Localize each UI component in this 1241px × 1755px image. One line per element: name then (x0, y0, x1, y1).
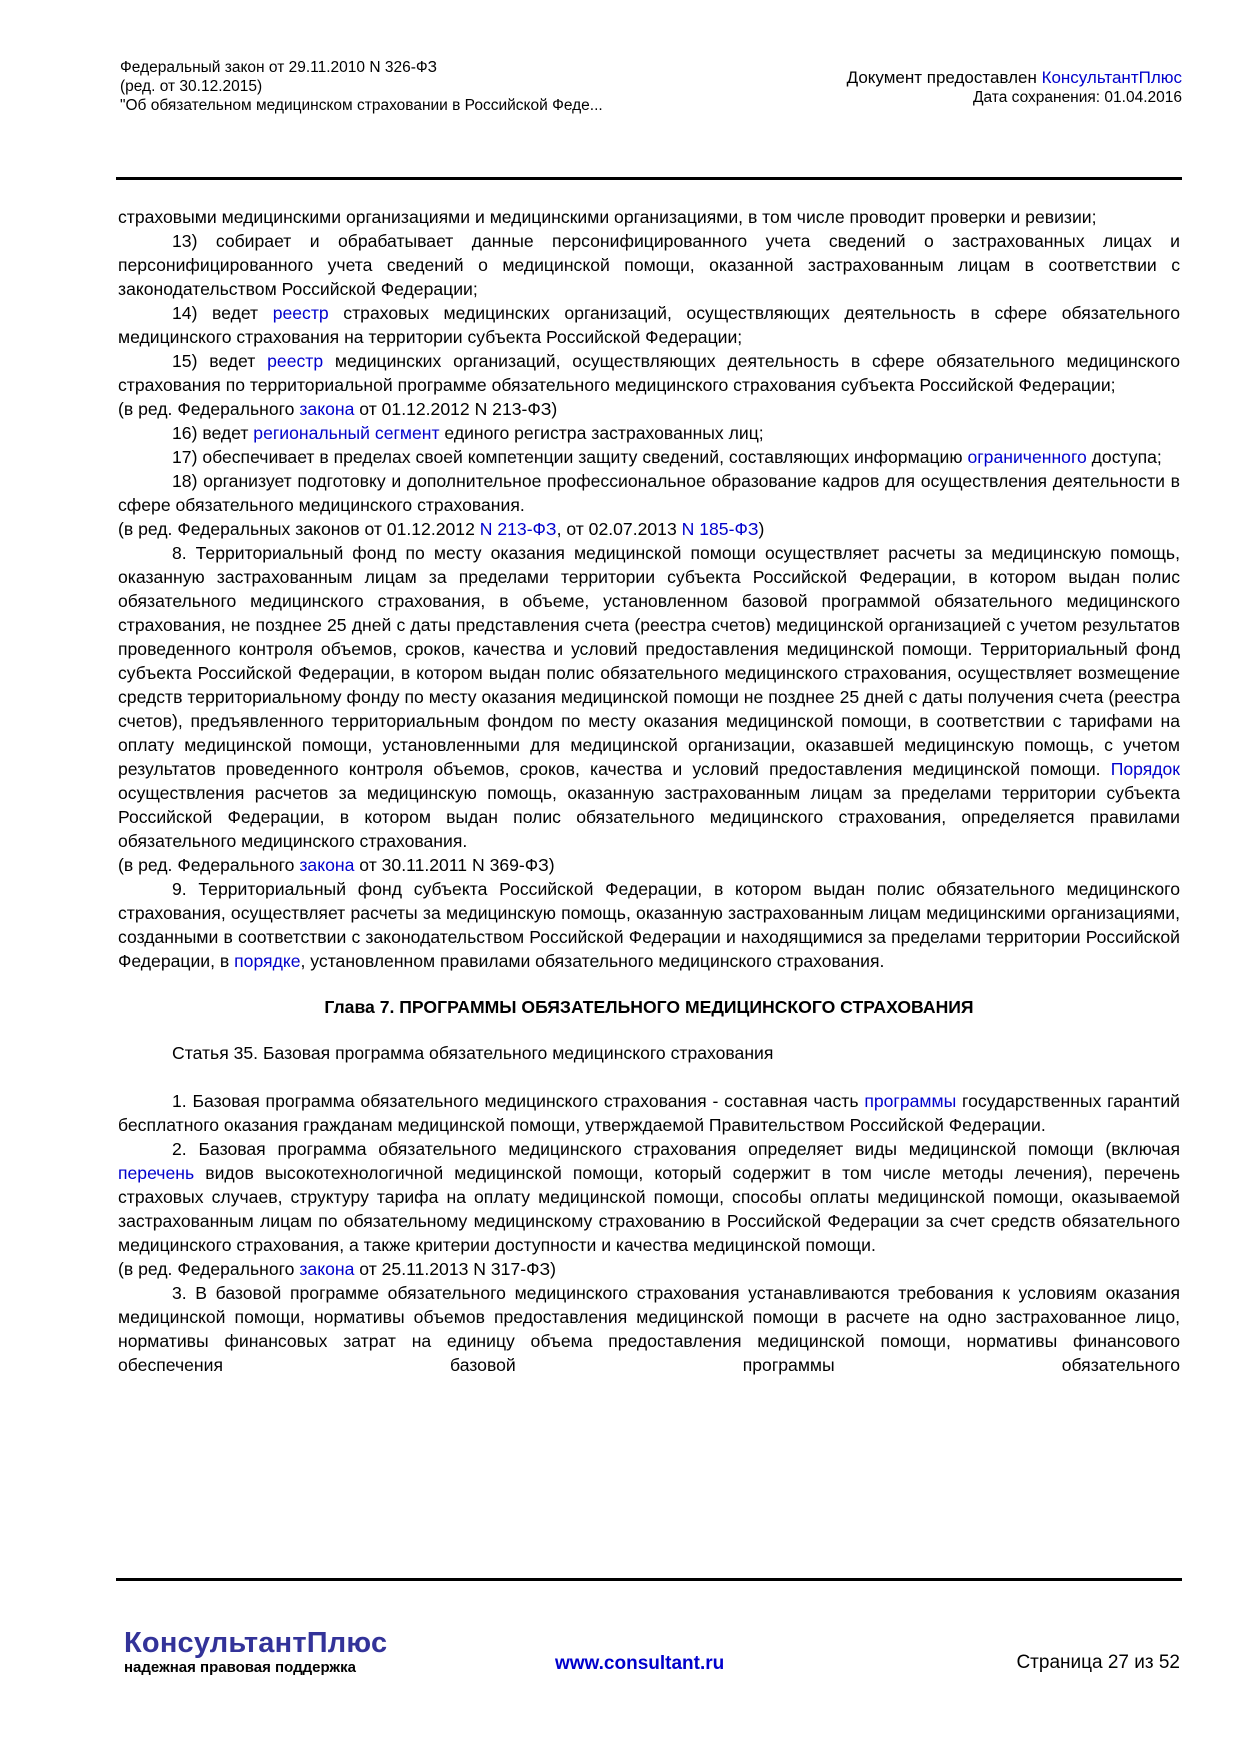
link-law-369[interactable]: закона (299, 855, 355, 875)
link-restricted-access[interactable]: ограниченного (967, 447, 1087, 467)
link-registry-medical-orgs[interactable]: реестр (267, 351, 324, 371)
article-paragraph-1: 1. Базовая программа обязательного медицинского страхования - составная часть программы государственных гарантий бесплатного оказания гражданам медицинской помощи, утверждаемой Правительством Российской Федерации. (118, 1091, 1180, 1135)
edition-note: (в ред. Федеральных законов от 01.12.2012 N 213-ФЗ, от 02.07.2013 N 185-ФЗ) (118, 519, 765, 539)
article-paragraph-3: 3. В базовой программе обязательного медицинского страхования устанавливаются требования к условиям оказания медицинской помощи, нормативы объемов предоставления медицинской помощи в расчете на одно застрахованное лицо, нормативы финансовых затрат на единицу объема предоставления медицинской помощи, нормативы финансового обеспечения базовой программы обязательного (118, 1283, 1180, 1375)
paragraph-9: 9. Территориальный фонд субъекта Российской Федерации, в котором выдан полис обязательного медицинского страхования, осуществляет расчеты за медицинскую помощь, оказанную застрахованным лицам медицинскими организациями, созданными в соответствии с законодательством Российской Федерации и находящимися за пределами территории Российской Федерации, в порядке, установленном правилами обязательного медицинского страхования. (118, 879, 1180, 971)
paragraph-15: 15) ведет реестр медицинских организаций, осуществляющих деятельность в сфере обязательного медицинского страхования по территориальной программе обязательного медицинского страхования субъекта Российской Федерации; (118, 351, 1180, 395)
chapter-heading: Глава 7. ПРОГРАММЫ ОБЯЗАТЕЛЬНОГО МЕДИЦИНСКОГО СТРАХОВАНИЯ (324, 997, 974, 1017)
link-law-213[interactable]: N 213-ФЗ (479, 519, 557, 539)
paragraph: страховыми медицинскими организациями и медицинскими организациями, в том числе проводит проверки и ревизии; (118, 207, 1097, 227)
edition-note: (в ред. Федерального закона от 30.11.2011 N 369-ФЗ) (118, 855, 555, 875)
save-date: Дата сохранения: 01.04.2016 (973, 89, 1182, 106)
link-list[interactable]: перечень (118, 1163, 195, 1183)
header-line-1: Федеральный закон от 29.11.2010 N 326-ФЗ (120, 59, 438, 76)
link-procedure-2[interactable]: порядке (234, 951, 301, 971)
paragraph-14: 14) ведет реестр страховых медицинских организаций, осуществляющих деятельность в сфере обязательного медицинского страхования на территории субъекта Российской Федерации; (118, 303, 1180, 347)
consultant-logo (124, 1627, 387, 1677)
document-body (118, 205, 1180, 1377)
paragraph-17: 17) обеспечивает в пределах своей компетенции защиту сведений, составляющих информацию ограниченного доступа; (172, 447, 1162, 467)
header-divider (116, 177, 1182, 180)
provider-brand-link[interactable]: КонсультантПлюс (1041, 68, 1182, 87)
link-program[interactable]: программы (864, 1091, 957, 1111)
header-line-3: "Об обязательном медицинском страховании в Российской Феде... (120, 97, 603, 114)
logo-name: КонсультантПлюс (124, 1627, 388, 1659)
page-number: Страница 27 из 52 (1016, 1652, 1180, 1673)
edition-note: (в ред. Федерального закона от 01.12.2012 N 213-ФЗ) (118, 399, 558, 419)
paragraph-16: 16) ведет региональный сегмент единого регистра застрахованных лиц; (172, 423, 764, 443)
footer-website-link[interactable]: www.consultant.ru (555, 1653, 725, 1674)
footer-divider (116, 1578, 1182, 1581)
article-paragraph-2: 2. Базовая программа обязательного медицинского страхования определяет виды медицинской помощи (включая перечень видов высокотехнологичной медицинской помощи, который содержит в том числе методы лечения), перечень страховых случаев, структуру тарифа на оплату медицинской помощи, способы оплаты медицинской помощи, оказываемой застрахованным лицам по обязательному медицинскому страхованию в Российской Федерации за счет средств обязательного медицинского страхования, а также критерии доступности и качества медицинской помощи. (118, 1139, 1180, 1255)
link-procedure[interactable]: Порядок (1110, 759, 1180, 779)
article-heading: Статья 35. Базовая программа обязательного медицинского страхования (172, 1043, 774, 1063)
provided-by-label: Документ предоставлен (846, 68, 1042, 87)
paragraph-8: 8. Территориальный фонд по месту оказания медицинской помощи осуществляет расчеты за медицинскую помощь, оказанную застрахованным лицам за пределами территории субъекта Российской Федерации, в котором выдан полис обязательного медицинского страхования, в объеме, установленном базовой программой обязательного медицинского страхования, не позднее 25 дней с даты представления счета (реестра счетов) медицинской организацией с учетом результатов проведенного контроля объемов, сроков, качества и условий предоставления медицинской помощи. Территориальный фонд субъекта Российской Федерации, в котором выдан полис обязательного медицинского страхования, осуществляет возмещение средств территориальному фонду по месту оказания медицинской помощи не позднее 25 дней с даты получения счета (реестра счетов), предъявленного территориальным фондом по месту оказания медицинской помощи, в соответствии с тарифами на оплату медицинской помощи, установленными для медицинской организации, оказавшей медицинскую помощь, с учетом результатов проведенного контроля объемов, сроков, качества и условий предоставления медицинской помощи. Порядок осуществления расчетов за медицинскую помощь, оказанную застрахованным лицам за пределами территории субъекта Российской Федерации, в котором выдан полис обязательного медицинского страхования, определяется правилами обязательного медицинского страхования. (118, 543, 1180, 851)
document-header-title (120, 58, 603, 115)
logo-tagline: надежная правовая поддержка (124, 1659, 356, 1676)
link-law-185[interactable]: N 185-ФЗ (681, 519, 759, 539)
link-registry-insurers[interactable]: реестр (272, 303, 329, 323)
edition-note: (в ред. Федерального закона от 25.11.2013 N 317-ФЗ) (118, 1259, 556, 1279)
header-line-2: (ред. от 30.12.2015) (120, 78, 263, 95)
link-law-213[interactable]: закона (299, 399, 355, 419)
link-law-317[interactable]: закона (299, 1259, 355, 1279)
link-regional-segment[interactable]: региональный сегмент (253, 423, 440, 443)
paragraph-18: 18) организует подготовку и дополнительное профессиональное образование кадров для осуществления деятельности в сфере обязательного медицинского страхования. (118, 471, 1180, 515)
paragraph-13: 13) собирает и обрабатывает данные персонифицированного учета сведений о застрахованных лицах и персонифицированного учета сведений о медицинской помощи, оказанной застрахованным лицам в соответствии с законодательством Российской Федерации; (118, 231, 1180, 299)
document-provider-info (847, 68, 1182, 108)
